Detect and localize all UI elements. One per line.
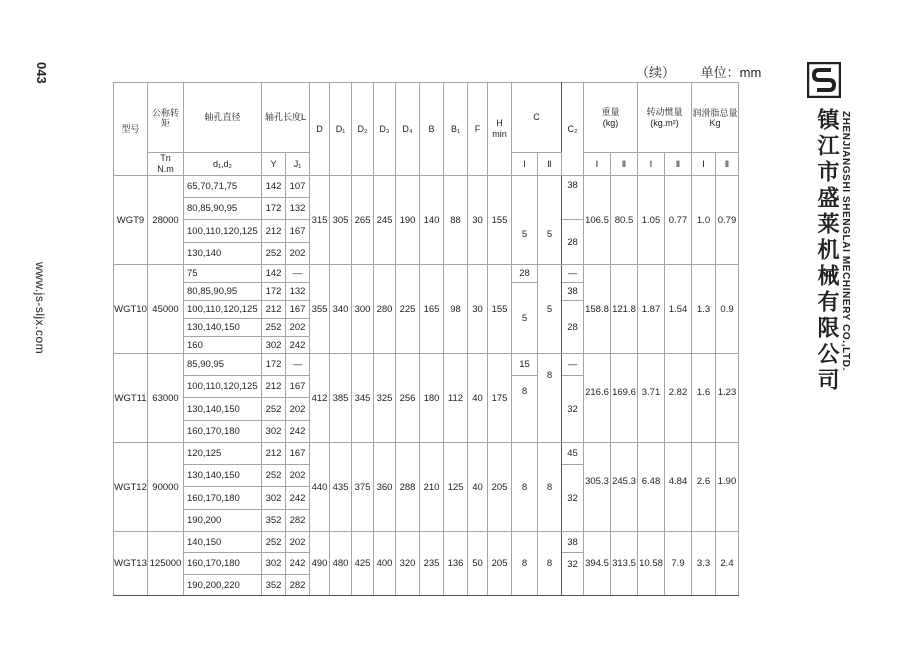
d-cell: 412 <box>310 354 330 443</box>
header-torque-symbol: Tn <box>160 153 171 163</box>
y-cell: 302 <box>262 553 286 575</box>
y-cell: 302 <box>262 421 286 443</box>
f-cell: 30 <box>468 176 488 265</box>
j1-cell: 167 <box>286 301 310 319</box>
d3-cell: 400 <box>374 532 396 596</box>
weight-ii-cell: 121.8 <box>611 265 638 354</box>
c2-cell: — <box>562 354 584 376</box>
inertia-i-cell: 1.05 <box>638 176 665 265</box>
header-C-II: Ⅱ <box>538 153 562 176</box>
header-torque <box>148 83 184 153</box>
company-name-en: ZHENJIANGSHI SHENGLAI MECHINERY CO.,LTD. <box>840 111 851 371</box>
c2-cell: 45 <box>562 443 584 465</box>
bore-dia-cell: 130,140,150 <box>184 465 262 487</box>
header-bore-dia-sub: d₁,d₂ <box>184 153 262 176</box>
header-J1: J₁ <box>286 153 310 176</box>
inertia-ii-cell: 7.9 <box>665 532 692 596</box>
c2-cell: 32 <box>562 376 584 443</box>
c2-cell: 32 <box>562 553 584 596</box>
d1-cell: 305 <box>330 176 352 265</box>
grease-i-cell: 1.6 <box>692 354 716 443</box>
b-cell: 140 <box>420 176 444 265</box>
c-i-cell: 8 <box>512 443 538 532</box>
weight-i-cell: 394.5 <box>584 532 611 596</box>
f-cell: 30 <box>468 265 488 354</box>
header-grease-I: Ⅰ <box>692 153 716 176</box>
header-inertia-unit: (kg.m²) <box>650 117 679 128</box>
header-grease-label: 润滑脂总量 <box>692 107 738 118</box>
grease-i-cell: 1.3 <box>692 265 716 354</box>
d2-cell: 300 <box>352 265 374 354</box>
header-weight-label: 重量 <box>601 106 620 117</box>
b1-cell: 136 <box>444 532 468 596</box>
j1-cell: 167 <box>286 376 310 398</box>
inertia-i-cell: 3.71 <box>638 354 665 443</box>
header-bore-diameter: 轴孔直径 <box>184 83 262 153</box>
torque-cell: 45000 <box>148 265 184 354</box>
header-torque-unit: N.m <box>157 164 174 174</box>
h-cell: 175 <box>488 354 512 443</box>
c-i-cell: 15 <box>512 354 538 376</box>
table-row <box>114 532 739 553</box>
d2-cell: 375 <box>352 443 374 532</box>
d4-cell: 225 <box>396 265 420 354</box>
y-cell: 212 <box>262 220 286 243</box>
b1-cell: 88 <box>444 176 468 265</box>
torque-cell: 125000 <box>148 532 184 596</box>
c2-cell: 28 <box>562 220 584 265</box>
bore-dia-cell: 65,70,71,75 <box>184 176 262 198</box>
header-B: B <box>420 83 444 176</box>
inertia-ii-cell: 2.82 <box>665 354 692 443</box>
grease-i-cell: 1.0 <box>692 176 716 265</box>
d2-cell: 265 <box>352 176 374 265</box>
model-cell: WGT13 <box>114 532 148 596</box>
y-cell: 352 <box>262 510 286 532</box>
header-weight <box>584 83 638 153</box>
f-cell: 50 <box>468 532 488 596</box>
y-cell: 302 <box>262 337 286 354</box>
y-cell: 212 <box>262 301 286 319</box>
c-i-cell: 8 <box>512 376 538 443</box>
header-weight-II: Ⅱ <box>611 153 638 176</box>
table-row <box>114 354 739 376</box>
bore-dia-cell: 140,150 <box>184 532 262 553</box>
j1-cell: 202 <box>286 319 310 337</box>
bore-dia-cell: 190,200,220 <box>184 575 262 596</box>
grease-i-cell: 2.6 <box>692 443 716 532</box>
y-cell: 172 <box>262 354 286 376</box>
inertia-ii-cell: 4.84 <box>665 443 692 532</box>
bore-dia-cell: 130,140,150 <box>184 319 262 337</box>
d1-cell: 435 <box>330 443 352 532</box>
model-cell: WGT12 <box>114 443 148 532</box>
y-cell: 142 <box>262 176 286 198</box>
grease-ii-cell: 0.9 <box>716 265 739 354</box>
c2-cell: 38 <box>562 176 584 220</box>
j1-cell: 132 <box>286 198 310 220</box>
d1-cell: 480 <box>330 532 352 596</box>
header-H-label: H <box>496 118 503 128</box>
header-D4: D₄ <box>396 83 420 176</box>
y-cell: 252 <box>262 398 286 421</box>
y-cell: 142 <box>262 265 286 283</box>
header-F: F <box>468 83 488 176</box>
b1-cell: 112 <box>444 354 468 443</box>
table-row <box>114 265 739 283</box>
j1-cell: 242 <box>286 553 310 575</box>
j1-cell: 202 <box>286 532 310 553</box>
grease-ii-cell: 1.23 <box>716 354 739 443</box>
c-i-cell: 5 <box>512 176 538 265</box>
weight-i-cell: 106.5 <box>584 176 611 265</box>
b1-cell: 125 <box>444 443 468 532</box>
grease-i-cell: 3.3 <box>692 532 716 596</box>
bore-dia-cell: 160 <box>184 337 262 354</box>
y-cell: 212 <box>262 376 286 398</box>
header-torque-label: 公称转矩 <box>151 107 179 128</box>
weight-i-cell: 305.3 <box>584 443 611 532</box>
bore-dia-cell: 160,170,180 <box>184 421 262 443</box>
bore-dia-cell: 80,85,90,95 <box>184 283 262 301</box>
c-ii-cell: 8 <box>538 532 562 596</box>
y-cell: 252 <box>262 465 286 487</box>
header-weight-I: Ⅰ <box>584 153 611 176</box>
d-cell: 315 <box>310 176 330 265</box>
bore-dia-cell: 100,110,120,125 <box>184 220 262 243</box>
d3-cell: 325 <box>374 354 396 443</box>
grease-ii-cell: 1.90 <box>716 443 739 532</box>
c-ii-cell: 5 <box>538 265 562 354</box>
c-ii-cell: 8 <box>538 443 562 532</box>
c-i-cell: 28 <box>512 265 538 283</box>
d1-cell: 385 <box>330 354 352 443</box>
c2-cell: 28 <box>562 301 584 354</box>
b-cell: 165 <box>420 265 444 354</box>
j1-cell: 282 <box>286 575 310 596</box>
c2-cell: 32 <box>562 465 584 532</box>
spec-table <box>113 82 739 596</box>
header-D2: D₂ <box>352 83 374 176</box>
d3-cell: 280 <box>374 265 396 354</box>
y-cell: 212 <box>262 443 286 465</box>
inertia-i-cell: 10.58 <box>638 532 665 596</box>
header-D: D <box>310 83 330 176</box>
header-inertia-label: 转动惯量 <box>646 106 683 117</box>
weight-i-cell: 158.8 <box>584 265 611 354</box>
header-bore-length: 轴孔长度L <box>262 83 310 153</box>
header-inertia <box>638 83 692 153</box>
d4-cell: 288 <box>396 443 420 532</box>
header-grease <box>692 83 739 153</box>
header-inertia-II: Ⅱ <box>665 153 692 176</box>
b-cell: 180 <box>420 354 444 443</box>
c-i-cell: 8 <box>512 532 538 596</box>
bore-dia-cell: 75 <box>184 265 262 283</box>
weight-ii-cell: 80.5 <box>611 176 638 265</box>
j1-cell: 242 <box>286 337 310 354</box>
bore-dia-cell: 85,90,95 <box>184 354 262 376</box>
c2-cell: — <box>562 265 584 283</box>
d1-cell: 340 <box>330 265 352 354</box>
c-ii-cell: 8 <box>538 354 562 443</box>
h-cell: 205 <box>488 532 512 596</box>
j1-cell: — <box>286 354 310 376</box>
bore-dia-cell: 190,200 <box>184 510 262 532</box>
h-cell: 155 <box>488 265 512 354</box>
header-D3: D₃ <box>374 83 396 176</box>
unit-label: 单位：mm <box>700 65 762 80</box>
y-cell: 252 <box>262 243 286 265</box>
d2-cell: 345 <box>352 354 374 443</box>
bore-dia-cell: 130,140,150 <box>184 398 262 421</box>
y-cell: 302 <box>262 487 286 510</box>
bore-dia-cell: 160,170,180 <box>184 553 262 575</box>
inertia-i-cell: 1.87 <box>638 265 665 354</box>
b1-cell: 98 <box>444 265 468 354</box>
page-number: 043 <box>34 62 49 84</box>
model-cell: WGT11 <box>114 354 148 443</box>
header-C-I: Ⅰ <box>512 153 538 176</box>
weight-ii-cell: 169.6 <box>611 354 638 443</box>
table-row <box>114 176 739 198</box>
bore-dia-cell: 100,110,120,125 <box>184 301 262 319</box>
header-torque-sym <box>148 153 184 176</box>
inertia-i-cell: 6.48 <box>638 443 665 532</box>
header-grease-unit: Kg <box>709 117 721 128</box>
torque-cell: 90000 <box>148 443 184 532</box>
j1-cell: 202 <box>286 243 310 265</box>
d3-cell: 360 <box>374 443 396 532</box>
weight-ii-cell: 313.5 <box>611 532 638 596</box>
torque-cell: 63000 <box>148 354 184 443</box>
bore-dia-cell: 160,170,180 <box>184 487 262 510</box>
j1-cell: 202 <box>286 465 310 487</box>
c2-cell: 38 <box>562 283 584 301</box>
d-cell: 440 <box>310 443 330 532</box>
bore-dia-cell: 80,85,90,95 <box>184 198 262 220</box>
c2-cell: 38 <box>562 532 584 553</box>
header-Y: Y <box>262 153 286 176</box>
company-name-zh: 镇江市盛莱机械有限公司 <box>815 108 840 394</box>
j1-cell: 282 <box>286 510 310 532</box>
f-cell: 40 <box>468 354 488 443</box>
header-D1: D₁ <box>330 83 352 176</box>
header-H <box>488 83 512 176</box>
continued-label: （续） <box>636 65 676 80</box>
company-logo-icon <box>807 62 841 98</box>
inertia-ii-cell: 0.77 <box>665 176 692 265</box>
j1-cell: 167 <box>286 443 310 465</box>
header-model: 型号 <box>114 83 148 176</box>
inertia-ii-cell: 1.54 <box>665 265 692 354</box>
d3-cell: 245 <box>374 176 396 265</box>
b-cell: 210 <box>420 443 444 532</box>
b-cell: 235 <box>420 532 444 596</box>
j1-cell: 107 <box>286 176 310 198</box>
header-grease-II: Ⅱ <box>716 153 739 176</box>
d4-cell: 320 <box>396 532 420 596</box>
bore-dia-cell: 100,110,120,125 <box>184 376 262 398</box>
website-url: www.js-sljx.com <box>33 262 47 355</box>
header-B1: B₁ <box>444 83 468 176</box>
h-cell: 155 <box>488 176 512 265</box>
grease-ii-cell: 2.4 <box>716 532 739 596</box>
y-cell: 352 <box>262 575 286 596</box>
c-i-cell: 5 <box>512 283 538 354</box>
y-cell: 252 <box>262 319 286 337</box>
header-C2: C₂ <box>562 83 584 176</box>
d4-cell: 190 <box>396 176 420 265</box>
table-row <box>114 443 739 465</box>
j1-cell: 202 <box>286 398 310 421</box>
y-cell: 252 <box>262 532 286 553</box>
header-H-sub: min <box>492 129 507 139</box>
y-cell: 172 <box>262 283 286 301</box>
j1-cell: 242 <box>286 421 310 443</box>
h-cell: 205 <box>488 443 512 532</box>
torque-cell: 28000 <box>148 176 184 265</box>
header-inertia-I: Ⅰ <box>638 153 665 176</box>
header-weight-unit: (kg) <box>602 117 619 128</box>
model-cell: WGT9 <box>114 176 148 265</box>
d2-cell: 425 <box>352 532 374 596</box>
y-cell: 172 <box>262 198 286 220</box>
c-ii-cell: 5 <box>538 176 562 265</box>
model-cell: WGT10 <box>114 265 148 354</box>
grease-ii-cell: 0.79 <box>716 176 739 265</box>
d4-cell: 256 <box>396 354 420 443</box>
j1-cell: 132 <box>286 283 310 301</box>
j1-cell: 242 <box>286 487 310 510</box>
weight-ii-cell: 245.3 <box>611 443 638 532</box>
j1-cell: — <box>286 265 310 283</box>
header-C: C <box>512 83 562 153</box>
weight-i-cell: 216.6 <box>584 354 611 443</box>
bore-dia-cell: 130,140 <box>184 243 262 265</box>
d-cell: 355 <box>310 265 330 354</box>
bore-dia-cell: 120,125 <box>184 443 262 465</box>
unit-line <box>636 62 761 81</box>
d-cell: 490 <box>310 532 330 596</box>
j1-cell: 167 <box>286 220 310 243</box>
f-cell: 40 <box>468 443 488 532</box>
